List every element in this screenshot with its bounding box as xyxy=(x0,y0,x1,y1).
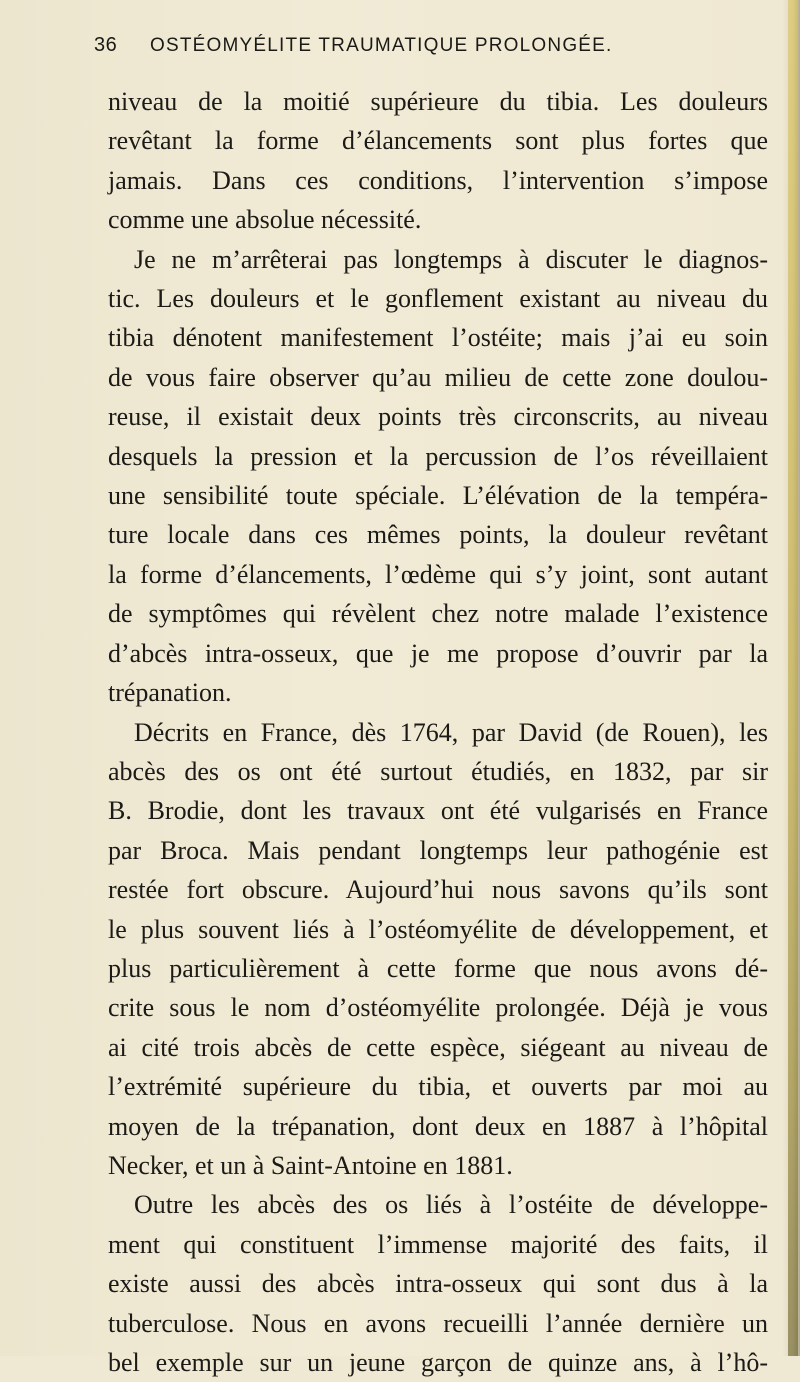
text-line: ture locale dans ces mêmes points, la douleur revêtant xyxy=(108,520,768,550)
text-line: desquels la pression et la percussion de l’os réveillaient xyxy=(108,441,768,471)
text-line: le plus souvent liés à l’ostéomyélite de développement, et xyxy=(108,914,768,944)
text-line: trépanation. xyxy=(108,678,232,708)
text-line: l’extrémité supérieure du tibia, et ouverts par moi au xyxy=(108,1072,768,1102)
text-line: la forme d’élancements, l’œdème qui s’y joint, sont autant xyxy=(108,559,768,589)
text-line: jamais. Dans ces conditions, l’intervention s’impose xyxy=(108,165,768,195)
text-line: de symptômes qui révèlent chez notre malade l’existence xyxy=(108,599,768,629)
text-line: reuse, il existait deux points très circonscrits, au niveau xyxy=(108,402,768,432)
text-line: moyen de la trépanation, dont deux en 1887 à l’hôpital xyxy=(108,1111,768,1141)
text-line: existe aussi des abcès intra-osseux qui sont dus à la xyxy=(108,1269,768,1299)
text-line: ment qui constituent l’immense majorité des faits, il xyxy=(108,1229,768,1259)
text-line: de vous faire observer qu’au milieu de cette zone doulou- xyxy=(108,362,768,392)
text-line: bel exemple sur un jeune garçon de quinze ans, à l’hô- xyxy=(108,1348,768,1377)
text-line: comme une absolue nécessité. xyxy=(108,205,422,235)
text-line: Décrits en France, dès 1764, par David (de Rouen), les xyxy=(134,717,768,747)
page-header xyxy=(94,34,730,64)
text-line: d’abcès intra-osseux, que je me propose d’ouvrir par la xyxy=(108,638,768,668)
text-line: une sensibilité toute spéciale. L’élévation de la tempéra- xyxy=(108,481,768,511)
text-line: plus particulièrement à cette forme que nous avons dé- xyxy=(108,953,768,983)
body-text xyxy=(108,82,768,1382)
text-line: Je ne m’arrêterai pas longtemps à discuter le diagnos- xyxy=(134,244,768,274)
text-line: Necker, et un à Saint-Antoine en 1881. xyxy=(108,1150,513,1180)
page-number: 36 xyxy=(94,34,118,56)
text-line: tibia dénotent manifestement l’ostéite; mais j’ai eu soin xyxy=(108,323,768,353)
text-line: ai cité trois abcès de cette espèce, siégeant au niveau de xyxy=(108,1032,768,1062)
text-line: Outre les abcès des os liés à l’ostéite de développe- xyxy=(134,1190,768,1220)
text-line: par Broca. Mais pendant longtemps leur pathogénie est xyxy=(108,835,768,865)
text-line: tuberculose. Nous en avons recueilli l’année dernière un xyxy=(108,1308,768,1338)
text-line: crite sous le nom d’ostéomyélite prolongée. Déjà je vous xyxy=(108,993,768,1023)
text-line: tic. Les douleurs et le gonflement existant au niveau du xyxy=(108,284,768,314)
text-line: abcès des os ont été surtout étudiés, en 1832, par sir xyxy=(108,756,768,786)
text-line: niveau de la moitié supérieure du tibia. Les douleurs xyxy=(108,87,768,116)
running-head: OSTÉOMYÉLITE TRAUMATIQUE PROLONGÉE. xyxy=(150,35,613,56)
text-line: revêtant la forme d’élancements sont plus fortes que xyxy=(108,126,768,156)
text-line: B. Brodie, dont les travaux ont été vulgarisés en France xyxy=(108,796,768,826)
page-edge-strip xyxy=(788,0,798,1356)
text-line: restée fort obscure. Aujourd’hui nous savons qu’ils sont xyxy=(108,875,768,905)
